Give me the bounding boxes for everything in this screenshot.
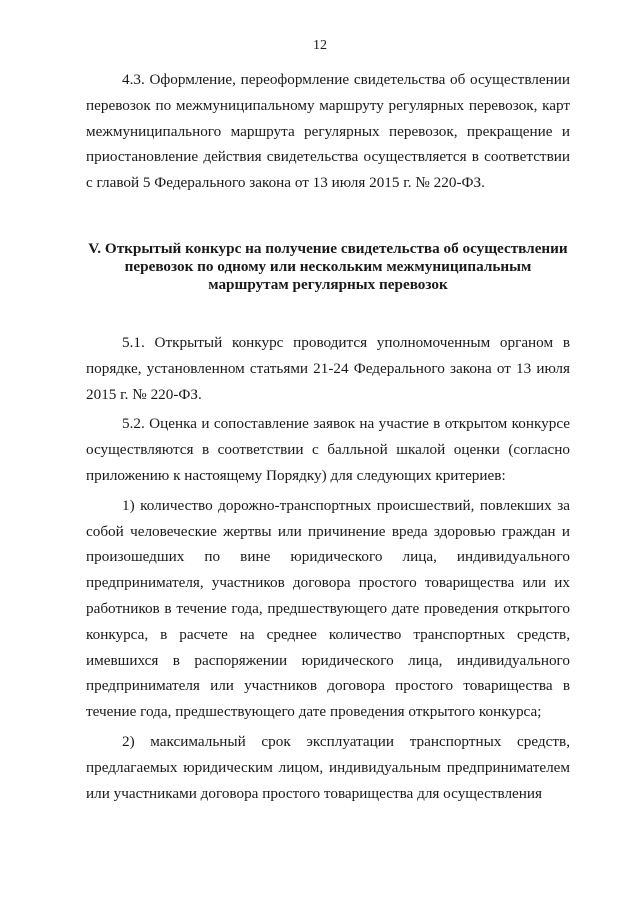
section-heading: V. Открытый конкурс на получение свидетельства об осуществлении перевозок по одному или нескольким межмуниципальным маршрутам регулярных перевозок — [88, 239, 568, 293]
page-number: 12 — [313, 38, 327, 53]
paragraph-5-2: 5.2. Оценка и сопоставление заявок на участие в открытом конкурсе осуществляются в соответствии с балльной шкалой оценки (согласно приложению к настоящему Порядку) для следующих критериев: — [86, 415, 570, 484]
document-body — [86, 67, 570, 806]
paragraph-4-3: 4.3. Оформление, переоформление свидетельства об осуществлении перевозок по межмуниципальному маршруту регулярных перевозок, карт межмуниципального маршрута регулярных перевозок, прекращение и приостановление действия свидетельства осуществляется в соответствии с главой 5 Федерального закона от 13 июля 2015 г. № 220-ФЗ. — [86, 71, 570, 192]
list-item-1: 1) количество дорожно-транспортных происшествий, повлекших за собой человеческие жертвы или причинение вреда здоровью граждан и произошедших по вине юридического лица, индивидуального предпринимателя, участников договора простого товарищества или их работников в течение года, предшествующего дате проведения открытого конкурса, в расчете на среднее количество транспортных средств, имевшихся в распоряжении юридического лица, индивидуального предпринимателя или участников договора простого товарищества в течение года, предшествующего дате проведения открытого конкурса; — [86, 496, 570, 721]
paragraph-5-1: 5.1. Открытый конкурс проводится уполномоченным органом в порядке, установленном статьями 21-24 Федерального закона от 13 июля 2015 г. № 220-ФЗ. — [86, 333, 570, 403]
list-item-2: 2) максимальный срок эксплуатации транспортных средств, предлагаемых юридическим лицом, индивидуальным предпринимателем или участниками договора простого товарищества для осуществления — [86, 732, 570, 802]
